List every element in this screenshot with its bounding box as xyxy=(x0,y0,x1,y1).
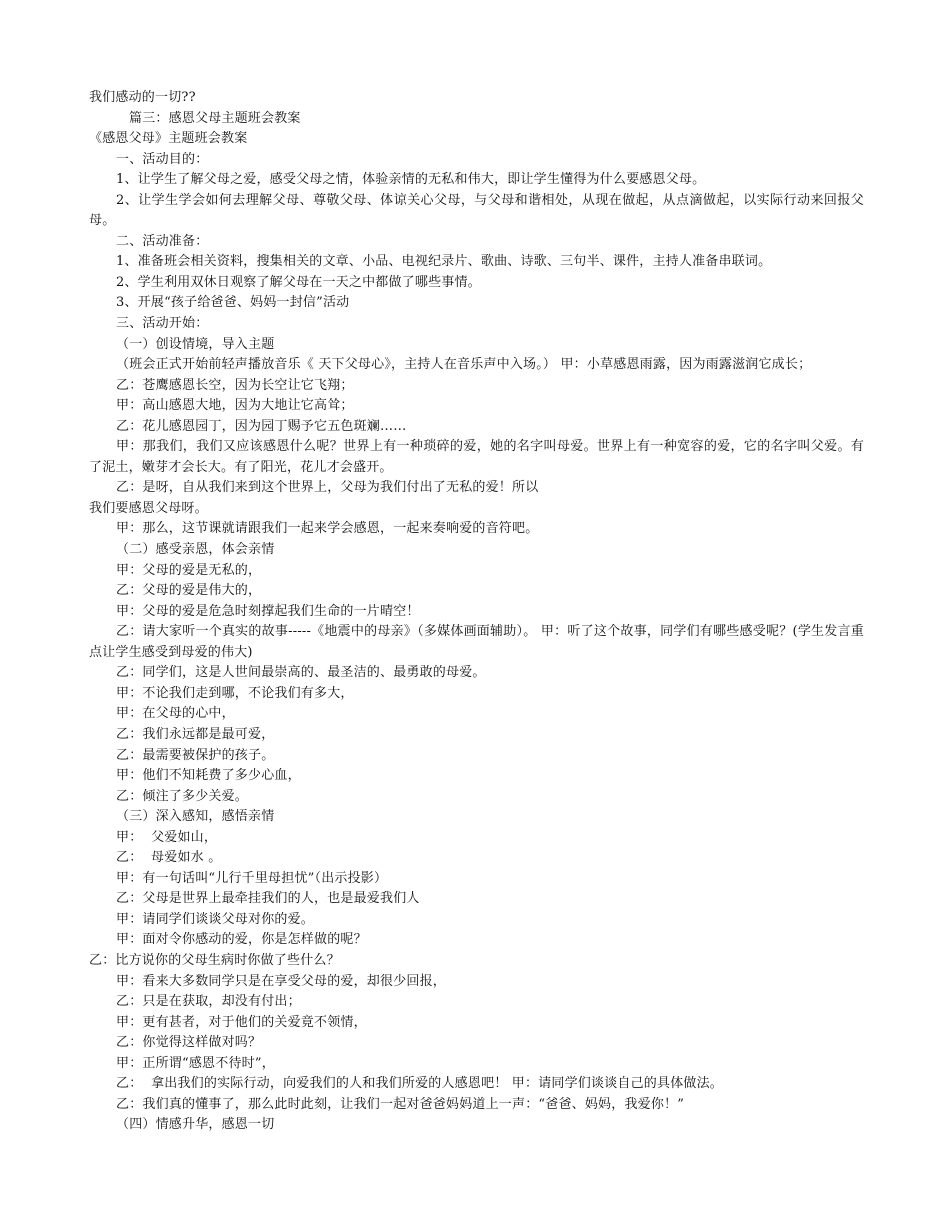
text-line: 乙：只是在获取，却没有付出； xyxy=(116,994,301,1010)
text-line: 2、学生利用双休日观察了解父母在一天之中都做了哪些事情。 xyxy=(116,274,481,290)
text-line: 甲：有一句话叫“儿行千里母担忧”（出示投影） xyxy=(116,870,388,886)
text-line: 乙：父母是世界上最牵挂我们的人，也是最爱我们人 xyxy=(116,891,420,907)
text-line: 3、开展“孩子给爸爸、妈妈一封信”活动 xyxy=(116,295,350,311)
text-line: 乙：是呀，自从我们来到这个世界上，父母为我们付出了无私的爱！所以 xyxy=(116,480,539,496)
text-line: 甲： 父爱如山， xyxy=(116,829,218,845)
text-line: 乙：请大家听一个真实的故事-----《地震中的母亲》（多媒体画面辅助）。 甲：听了这个故事，同学们有哪些感受呢？(学生发言重点让学生感受到母爱的伟大) xyxy=(89,624,864,660)
text-line: 2、让学生学会如何去理解父母、尊敬父母、体谅关心父母，与父母和谐相处，从现在做起，从点滴做起，以实际行动来回报父母。 xyxy=(89,192,864,229)
text-line: 1、准备班会相关资料，搜集相关的文章、小品、电视纪录片、歌曲、诗歌、三句半、课件，主持人准备串联词。 xyxy=(116,254,772,270)
text-line: 乙：最需要被保护的孩子。 xyxy=(116,747,275,763)
text-line: 乙：花儿感恩园丁，因为园丁赐予它五色斑斓…… xyxy=(116,418,407,434)
text-line: 乙：苍鹰感恩长空，因为长空让它飞翔； xyxy=(116,377,354,393)
text-line: 甲：面对令你感动的爱，你是怎样做的呢？ xyxy=(116,932,367,948)
text-line: 甲：不论我们走到哪，不论我们有多大， xyxy=(116,685,354,701)
text-line: 乙：我们真的懂事了，那么此时此刻，让我们一起对爸爸妈妈道上一声：“爸爸、妈妈，我爱你！” xyxy=(116,1096,685,1112)
text-line: 甲：正所谓“感恩不待时”， xyxy=(116,1055,275,1071)
text-line: （三）深入感知，感悟亲情 xyxy=(116,809,275,825)
text-line: （二）感受亲恩，体会亲情 xyxy=(116,542,275,558)
text-line: 我们要感恩父母呀。 xyxy=(89,500,208,516)
text-line: 1、让学生了解父母之爱，感受父母之情，体验亲情的无私和伟大，即让学生懂得为什么要感恩父母。 xyxy=(116,172,706,188)
text-line: （四）情感升华，感恩一切 xyxy=(116,1117,275,1133)
text-line: 甲：看来大多数同学只是在享受父母的爱，却很少回报， xyxy=(116,973,447,989)
text-line: （一）创设情境，导入主题 xyxy=(116,336,275,352)
text-line: 甲：在父母的心中， xyxy=(116,706,235,722)
text-line: 二、活动准备： xyxy=(116,233,209,249)
text-line: 甲：他们不知耗费了多少心血， xyxy=(116,768,301,784)
text-line: 甲：高山感恩大地，因为大地让它高耸； xyxy=(116,398,354,414)
text-line: 甲：父母的爱是危急时刻撑起我们生命的一片晴空！ xyxy=(116,603,420,619)
text-line: 一、活动目的： xyxy=(116,151,209,167)
text-line: 乙：同学们，这是人世间最崇高的、最圣洁的、最勇敢的母爱。 xyxy=(116,665,486,681)
text-line: 三、活动开始： xyxy=(116,316,209,332)
text-line: 甲：父母的爱是无私的， xyxy=(116,562,262,578)
text-line: 乙：父母的爱是伟大的， xyxy=(116,583,262,599)
text-line: 甲：更有甚者，对于他们的关爱竟不领情， xyxy=(116,1014,367,1030)
text-line: （班会正式开始前轻声播放音乐《 天下父母心》，主持人在音乐声中入场。） 甲：小草感恩雨露，因为雨露滋润它成长； xyxy=(116,357,812,373)
text-line: 《感恩父母》主题班会教案 xyxy=(89,131,248,147)
text-line: 乙：我们永远都是最可爱， xyxy=(116,726,275,742)
text-line: 甲：那我们，我们又应该感恩什么呢？世界上有一种琐碎的爱，她的名字叫母爱。世界上有一种宽容的爱，它的名字叫父爱。有了泥土，嫩芽才会长大。有了阳光，花儿才会盛开。 xyxy=(89,439,864,475)
text-line: 甲：那么，这节课就请跟我们一起来学会感恩，一起来奏响爱的音符吧。 xyxy=(116,521,539,537)
text-line: 篇三：感恩父母主题班会教案 xyxy=(129,110,301,126)
text-line: 乙： 拿出我们的实际行动，向爱我们的人和我们所爱的人感恩吧！ 甲：请同学们谈谈自己的具体做法。 xyxy=(116,1076,723,1092)
text-line: 乙：你觉得这样做对吗？ xyxy=(116,1035,262,1051)
text-line: 乙：比方说你的父母生病时你做了些什么？ xyxy=(89,952,340,968)
document-page xyxy=(89,88,864,1136)
text-line: 乙：倾注了多少关爱。 xyxy=(116,788,249,804)
text-line: 我们感动的一切?? xyxy=(89,90,196,105)
text-line: 甲：请同学们谈谈父母对你的爱。 xyxy=(116,911,315,927)
text-line: 乙： 母爱如水 。 xyxy=(116,850,222,866)
